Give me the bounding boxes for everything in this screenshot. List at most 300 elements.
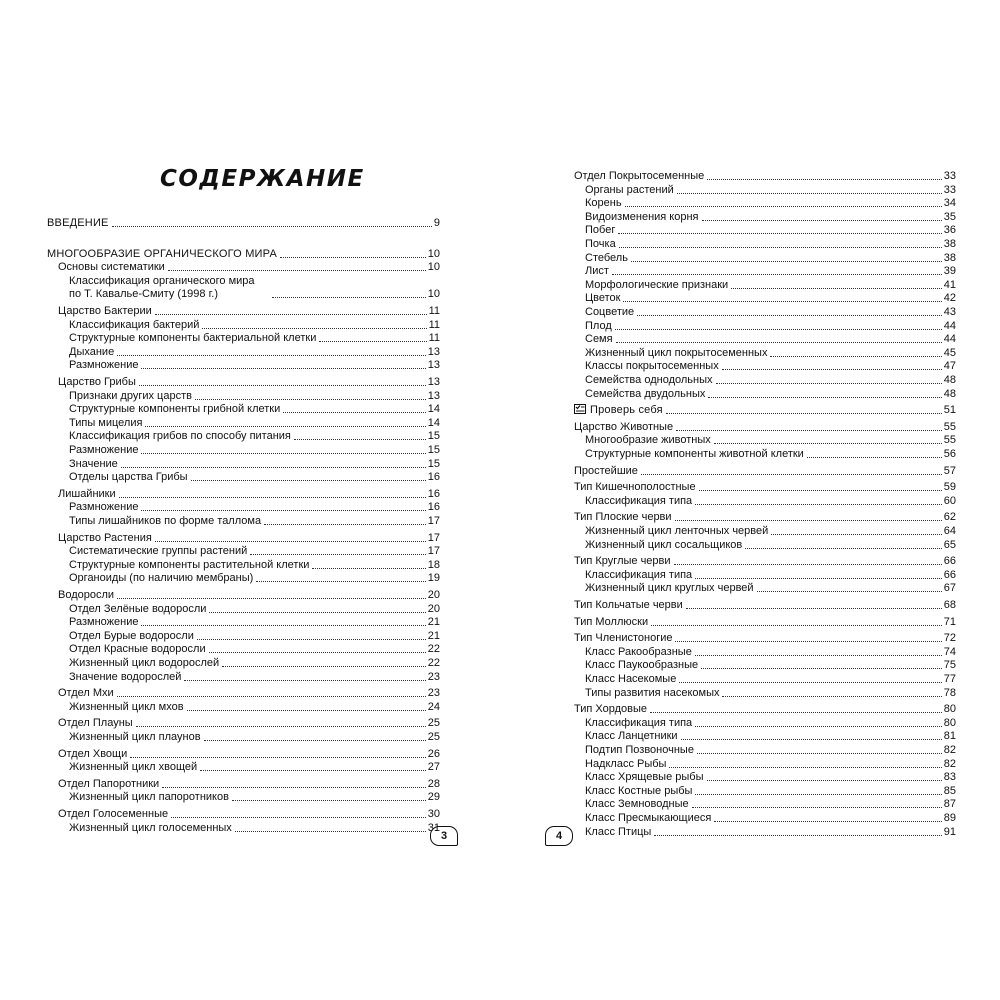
toc-entry-title: [574, 632, 673, 645]
toc-entry-page: 16: [427, 487, 440, 500]
dot-leader: [117, 598, 426, 599]
toc-entry-text: Тип Кольчатые черви: [574, 599, 683, 611]
toc-entry-page: 71: [943, 615, 956, 628]
toc-entry[interactable]: [58, 376, 440, 389]
toc-entry-page: 31: [427, 821, 440, 834]
dot-leader: [675, 520, 942, 521]
toc-entry-title: [585, 785, 693, 798]
dot-leader: [695, 578, 942, 579]
dot-leader: [256, 581, 425, 582]
toc-entry[interactable]: [574, 511, 956, 524]
toc-entry-title: [585, 265, 610, 278]
toc-entry-page: 27: [427, 761, 440, 774]
dot-leader: [619, 247, 942, 248]
toc-entry-text: Классификация типа: [585, 716, 693, 729]
dot-leader: [674, 564, 942, 565]
toc-entry-text: Классы покрытосеменных: [585, 360, 719, 373]
toc-entry-text: Типы развития насекомых: [585, 686, 720, 699]
toc-entry[interactable]: [585, 659, 956, 672]
dot-leader: [117, 355, 426, 356]
toc-entry-page: 17: [427, 531, 440, 544]
dot-leader: [699, 490, 942, 491]
toc-entry-page: 89: [943, 812, 956, 824]
toc-entry-title: [585, 582, 755, 595]
toc-entry[interactable]: [69, 403, 440, 416]
toc-entry-text: Отдел Красные водоросли: [69, 643, 206, 656]
toc-entry-text: Подтип Позвоночные: [585, 744, 694, 756]
toc-entry-title: [69, 701, 185, 714]
dot-leader: [197, 639, 426, 640]
toc-entry-page: 33: [943, 170, 956, 182]
toc-entry-page: 19: [427, 572, 440, 585]
dot-leader: [139, 385, 426, 386]
toc-entry[interactable]: [585, 525, 956, 538]
toc-entry-text: Жизненный цикл круглых червей: [585, 582, 754, 595]
toc-entry-page: 85: [943, 784, 956, 797]
toc-entry-text: Органоиды (по наличию мембраны): [69, 572, 254, 585]
dot-leader: [615, 329, 942, 330]
toc-entry[interactable]: [69, 761, 440, 774]
toc-entry-page: 66: [943, 555, 956, 568]
toc-entry-page: 35: [943, 210, 956, 223]
toc-entry[interactable]: [585, 744, 956, 757]
toc-entry[interactable]: [585, 306, 956, 319]
toc-entry-page: 78: [943, 686, 956, 699]
toc-entry-text: Структурные компоненты грибной клетки: [69, 403, 281, 416]
dot-leader: [771, 534, 941, 535]
dot-leader: [130, 757, 426, 758]
toc-entry-title: [69, 417, 143, 430]
toc-entry[interactable]: [585, 539, 956, 552]
toc-entry-text: Классификация типа: [585, 568, 693, 581]
toc-entry-title: [69, 403, 281, 416]
toc-entry-text: Лишайники: [58, 487, 116, 500]
toc-entry[interactable]: [58, 717, 440, 730]
toc-entry-text: Тип Моллюски: [574, 615, 649, 628]
toc-entry-page: 64: [943, 525, 956, 537]
toc-entry[interactable]: [69, 319, 440, 332]
toc-entry[interactable]: [574, 421, 956, 434]
dot-leader: [716, 383, 942, 384]
toc-entry-page: 68: [943, 599, 956, 611]
toc-entry-text: Тип Круглые черви: [574, 555, 671, 568]
toc-entry[interactable]: [69, 458, 440, 471]
toc-entry[interactable]: [585, 320, 956, 333]
toc-entry-title: [69, 390, 193, 403]
toc-entry-title: [574, 421, 674, 434]
toc-entry-title: [585, 434, 712, 447]
toc-entry[interactable]: [58, 687, 440, 700]
toc-entry-page: 67: [943, 582, 956, 595]
toc-entry-title: [69, 822, 233, 835]
toc-entry-title: [585, 224, 616, 237]
toc-entry-title: [585, 569, 693, 582]
dot-leader: [722, 696, 941, 697]
toc-entry-text: Класс Хрящевые рыбы: [585, 771, 704, 784]
toc-entry[interactable]: [69, 359, 440, 372]
dot-leader: [695, 794, 941, 795]
toc-entry-title: [58, 488, 117, 501]
toc-entry-page: 83: [943, 771, 956, 784]
dot-leader: [708, 397, 941, 398]
page-number-left: 3: [430, 826, 458, 846]
toc-entry-title: [585, 771, 705, 784]
toc-entry[interactable]: [69, 275, 440, 301]
dot-leader: [171, 817, 426, 818]
toc-entry[interactable]: [585, 434, 956, 447]
toc-entry-page: 55: [943, 420, 956, 433]
dot-leader: [707, 179, 942, 180]
dot-leader: [695, 504, 942, 505]
toc-entry-title: [585, 238, 617, 251]
toc-entry[interactable]: [574, 703, 956, 716]
toc-entry-page: 22: [427, 643, 440, 656]
toc-entry[interactable]: [585, 448, 956, 461]
toc-entry-page: 14: [427, 416, 440, 429]
toc-entry-text: Отдел Хвощи: [58, 747, 128, 760]
dot-leader: [697, 753, 942, 754]
toc-entry-text: Классификация органического мира по Т. Кавалье-Смиту (1998 г.): [69, 274, 255, 300]
dot-leader: [677, 193, 942, 194]
dot-leader: [209, 652, 426, 653]
toc-entry-page: 10: [427, 261, 440, 274]
toc-entry[interactable]: [69, 559, 440, 572]
toc-entry[interactable]: [585, 333, 956, 346]
dot-leader: [280, 257, 426, 258]
dot-leader: [701, 668, 942, 669]
toc-entry[interactable]: [585, 826, 956, 839]
toc-entry-text: Простейшие: [574, 464, 638, 477]
dot-leader: [141, 368, 425, 369]
toc-entry[interactable]: [585, 292, 956, 305]
toc-entry[interactable]: [585, 785, 956, 798]
toc-entry-page: 33: [943, 183, 956, 196]
dot-leader: [616, 342, 942, 343]
toc-entry-text: Соцветие: [585, 306, 635, 318]
dot-leader: [692, 807, 942, 808]
toc-entry-title: [69, 444, 139, 457]
toc-entry-text: Цветок: [585, 292, 621, 305]
toc-entry[interactable]: [585, 582, 956, 595]
toc-entry-page: 80: [943, 716, 956, 729]
dot-leader: [232, 800, 426, 801]
toc-entry[interactable]: [69, 657, 440, 670]
toc-entry-text: Структурные компоненты животной клетки: [585, 448, 804, 460]
toc-entry[interactable]: [585, 211, 956, 224]
toc-entry[interactable]: [574, 632, 956, 645]
toc-entry-page: 57: [943, 464, 956, 477]
toc-entry-page: 18: [427, 558, 440, 571]
toc-entry-page: 16: [427, 471, 440, 484]
toc-entry[interactable]: [585, 347, 956, 360]
toc-entry[interactable]: [69, 701, 440, 714]
dot-leader: [155, 541, 426, 542]
checklist-icon: [574, 403, 587, 414]
toc-entry-title: [58, 778, 160, 791]
toc-entry-text: Отделы царства Грибы: [69, 471, 188, 484]
toc-entry-page: 74: [943, 645, 956, 658]
toc-entry-page: 38: [943, 238, 956, 250]
toc-entry[interactable]: [69, 501, 440, 514]
toc-entry-text: Признаки других царств: [69, 389, 192, 402]
toc-entry[interactable]: [585, 673, 956, 686]
toc-entry[interactable]: [574, 599, 956, 612]
toc-entry-text: Типы лишайников по форме таллома: [69, 515, 262, 527]
toc-entry-page: 30: [427, 808, 440, 820]
toc-entry[interactable]: [585, 360, 956, 373]
toc-entry-page: 41: [943, 278, 956, 291]
toc-entry[interactable]: [69, 572, 440, 585]
toc-entry[interactable]: [69, 471, 440, 484]
toc-entry-text: Царство Грибы: [58, 376, 136, 388]
toc-entry[interactable]: [69, 545, 440, 558]
toc-entry-page: 20: [427, 589, 440, 601]
dot-leader: [631, 261, 942, 262]
toc-entry-page: 14: [427, 403, 440, 416]
toc-entry-text: Тип Хордовые: [574, 703, 647, 716]
toc-entry[interactable]: [69, 430, 440, 443]
toc-entry-title: [585, 252, 629, 265]
toc-entry-page: 48: [943, 387, 956, 400]
toc-entry-text: Класс Костные рыбы: [585, 784, 693, 797]
dot-leader: [136, 726, 426, 727]
toc-entry[interactable]: [585, 374, 956, 387]
dot-leader: [162, 787, 426, 788]
toc-entry-title: [574, 481, 697, 494]
toc-entry-page: 39: [943, 265, 956, 278]
toc-entry[interactable]: [69, 630, 440, 643]
toc-entry[interactable]: [585, 771, 956, 784]
toc-entry-title: [58, 589, 115, 602]
page-number-right: 4: [545, 826, 573, 846]
toc-entry-page: 10: [427, 247, 440, 260]
toc-entry-text: МНОГООБРАЗИЕ ОРГАНИЧЕСКОГО МИРА: [47, 247, 278, 260]
toc-entry[interactable]: [69, 390, 440, 403]
toc-entry-text: Структурные компоненты бактериальной клетки: [69, 332, 317, 345]
dot-leader: [319, 341, 426, 342]
toc-entry-title: [585, 333, 614, 346]
dot-leader: [676, 430, 942, 431]
toc-entry[interactable]: [69, 671, 440, 684]
toc-entry-title: [58, 808, 169, 821]
toc-entry-title: [69, 430, 292, 443]
toc-entry-text: Класс Пресмыкающиеся: [585, 812, 712, 824]
toc-entry-text: Царство Бактерии: [58, 305, 152, 317]
toc-entry[interactable]: [585, 265, 956, 278]
dot-leader: [117, 696, 426, 697]
toc-entry-title: [58, 717, 134, 730]
toc-entry[interactable]: [58, 808, 440, 821]
toc-entry-title: [574, 599, 684, 612]
toc-entry[interactable]: [58, 778, 440, 791]
toc-entry-page: 15: [427, 430, 440, 443]
toc-entry-title: [69, 671, 182, 684]
toc-entry-page: 87: [943, 798, 956, 811]
toc-entry-title: [69, 761, 198, 774]
toc-entry-text: Структурные компоненты растительной клетки: [69, 558, 310, 571]
toc-entry[interactable]: [585, 569, 956, 582]
toc-entry-page: 17: [427, 545, 440, 558]
dot-leader: [141, 625, 425, 626]
toc-entry[interactable]: [574, 616, 956, 629]
toc-entry-text: Морфологические признаки: [585, 278, 729, 291]
toc-entry-text: Тип Кишечнополостные: [574, 481, 696, 494]
toc-entry[interactable]: [58, 261, 440, 274]
toc-entry[interactable]: [574, 170, 956, 183]
toc-entry-page: 43: [943, 306, 956, 318]
toc-entry[interactable]: [58, 589, 440, 602]
toc-entry[interactable]: [574, 481, 956, 494]
dot-leader: [204, 740, 426, 741]
toc-entry-title: [58, 687, 115, 700]
toc-entry-page: 59: [943, 481, 956, 494]
toc-entry-page: 13: [427, 345, 440, 358]
dot-leader: [209, 612, 425, 613]
toc-entry-text: Жизненный цикл папоротников: [69, 791, 229, 804]
toc-entry-page: 16: [427, 501, 440, 514]
toc-entry[interactable]: [58, 748, 440, 761]
toc-entry-title: [585, 758, 667, 771]
toc-entry[interactable]: [585, 812, 956, 825]
toc-entry-title: [574, 465, 639, 478]
toc-entry-text: Семя: [585, 333, 613, 346]
toc-entry[interactable]: [69, 616, 440, 629]
toc-entry[interactable]: [58, 305, 440, 318]
toc-entry-text: Побег: [585, 224, 616, 237]
toc-entry-text: Органы растений: [585, 183, 674, 196]
toc-entry-text: Стебель: [585, 251, 628, 264]
toc-entry[interactable]: [69, 822, 440, 835]
toc-entry[interactable]: [69, 731, 440, 744]
toc-entry-page: 28: [427, 777, 440, 790]
toc-entry[interactable]: [585, 646, 956, 659]
toc-entry-title: [69, 471, 189, 484]
dot-leader: [623, 301, 941, 302]
toc-entry[interactable]: [574, 465, 956, 478]
toc-entry[interactable]: [585, 730, 956, 743]
toc-entry[interactable]: [574, 404, 956, 417]
toc-entry-text: Размножение: [69, 501, 139, 514]
dot-leader: [722, 369, 942, 370]
toc-entry-page: 51: [943, 404, 956, 417]
toc-entry[interactable]: [585, 687, 956, 700]
toc-entry[interactable]: [69, 346, 440, 359]
toc-entry-page: 82: [943, 757, 956, 770]
toc-entry-title: [574, 616, 649, 629]
toc-entry[interactable]: [585, 252, 956, 265]
toc-entry[interactable]: [585, 495, 956, 508]
toc-entry-page: 9: [433, 217, 440, 229]
toc-entry-text: ВВЕДЕНИЕ: [47, 217, 109, 229]
toc-entry-title: [585, 448, 805, 461]
dot-leader: [612, 274, 942, 275]
dot-leader: [155, 314, 427, 315]
toc-entry-text: Отдел Мхи: [58, 687, 114, 700]
toc-entry[interactable]: [69, 444, 440, 457]
dot-leader: [702, 220, 942, 221]
toc-entry-text: Классификация бактерий: [69, 318, 200, 331]
toc-entry[interactable]: [585, 224, 956, 237]
dot-leader: [650, 712, 942, 713]
toc-entry[interactable]: [69, 643, 440, 656]
toc-entry-page: 48: [943, 374, 956, 386]
toc-entry-title: [58, 261, 166, 274]
toc-entry-title: [585, 347, 768, 360]
toc-entry-title: [585, 730, 679, 743]
toc-entry[interactable]: [47, 248, 440, 261]
dot-leader: [187, 710, 426, 711]
toc-entry-title: [585, 812, 712, 825]
toc-entry[interactable]: [69, 417, 440, 430]
dot-leader: [695, 726, 942, 727]
toc-entry-page: 56: [943, 448, 956, 460]
toc-entry-text: Класс Ракообразные: [585, 645, 692, 658]
toc-entry-page: 15: [427, 444, 440, 456]
toc-entry-page: 25: [427, 731, 440, 743]
dot-leader: [675, 641, 941, 642]
toc-entry[interactable]: [585, 197, 956, 210]
toc-entry[interactable]: [69, 791, 440, 804]
toc-entry-text: Значение: [69, 457, 118, 470]
toc-entry-text: Семейства двудольных: [585, 387, 706, 400]
dot-leader: [168, 270, 426, 271]
toc-entry[interactable]: [69, 332, 440, 345]
dot-leader: [654, 835, 941, 836]
toc-entry[interactable]: [47, 217, 440, 230]
toc-entry-page: 11: [428, 318, 440, 331]
toc-entry-title: [585, 717, 693, 730]
dot-leader: [714, 821, 941, 822]
toc-entry-page: 13: [427, 359, 440, 372]
toc-entry-title: [47, 248, 278, 261]
toc-entry-text: Дыхание: [69, 345, 115, 358]
toc-entry[interactable]: [585, 758, 956, 771]
toc-entry-title: [69, 545, 248, 558]
toc-entry-page: 82: [943, 744, 956, 756]
dot-leader: [202, 328, 426, 329]
toc-entry[interactable]: [585, 279, 956, 292]
toc-entry-page: 10: [427, 287, 440, 300]
toc-entry[interactable]: [585, 798, 956, 811]
toc-entry-text: Почка: [585, 238, 616, 250]
toc-entry[interactable]: [585, 388, 956, 401]
toc-entry-text: Жизненный цикл покрытосеменных: [585, 346, 768, 359]
toc-entry[interactable]: [69, 603, 440, 616]
toc-entry-text: Корень: [585, 197, 622, 210]
toc-entry[interactable]: [58, 532, 440, 545]
toc-entry-title: [585, 184, 675, 197]
toc-entry-text: Лист: [585, 265, 609, 278]
toc-entry[interactable]: [574, 555, 956, 568]
toc-entry-text: Тип Членистоногие: [574, 632, 673, 645]
toc-entry-page: 65: [943, 538, 956, 551]
toc-entry[interactable]: [585, 238, 956, 251]
toc-entry[interactable]: [585, 184, 956, 197]
toc-entry-title: [69, 630, 195, 643]
toc-entry-page: 21: [427, 629, 440, 642]
toc-entry[interactable]: [69, 515, 440, 528]
toc-entry-text: Отдел Голосеменные: [58, 808, 169, 820]
toc-entry-title: [574, 170, 705, 183]
dot-leader: [651, 625, 942, 626]
toc-entry[interactable]: [585, 717, 956, 730]
toc-entry-page: 26: [427, 747, 440, 760]
toc-entry-text: Значение водорослей: [69, 670, 182, 683]
toc-entry[interactable]: [58, 488, 440, 501]
toc-entry-title: [69, 791, 230, 804]
toc-entry-page: 60: [943, 494, 956, 507]
toc-entry-page: 44: [943, 319, 956, 332]
